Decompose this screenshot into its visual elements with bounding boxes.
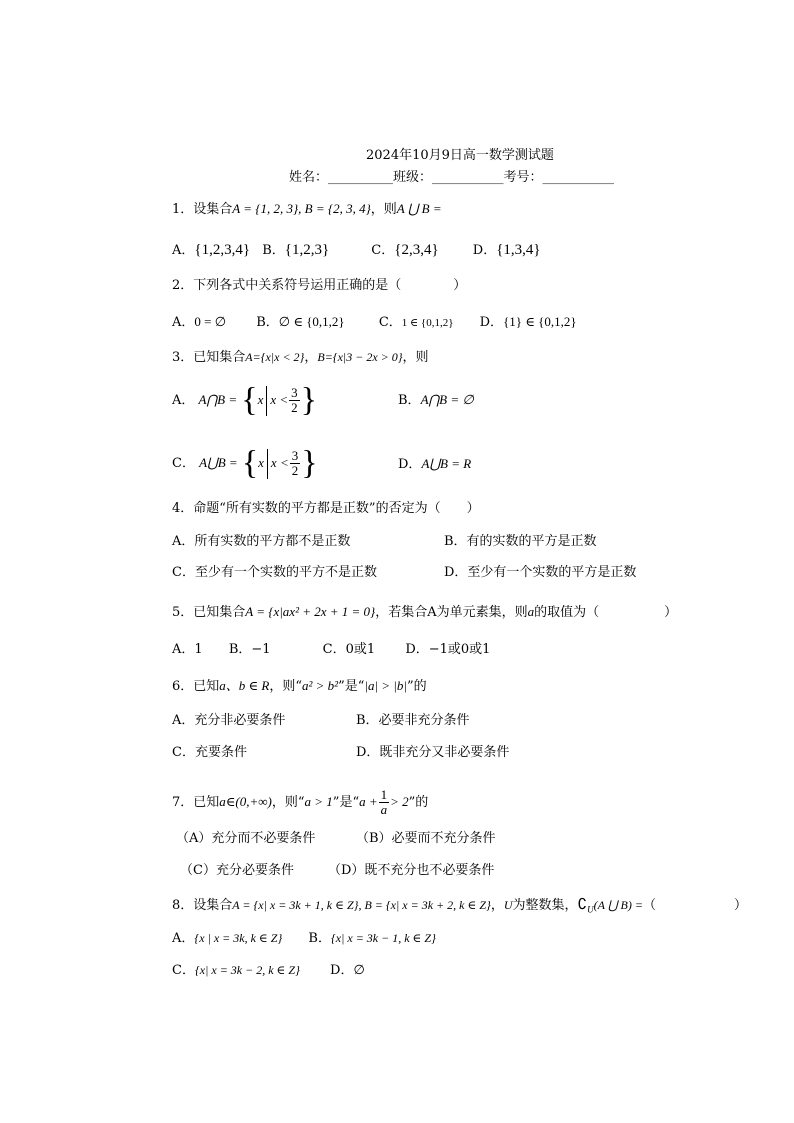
q3-option-a-label: A． bbox=[172, 393, 195, 408]
q3-option-d-value: A⋃B = R bbox=[421, 456, 472, 471]
q7-domain: a∈(0,+∞) bbox=[219, 794, 272, 809]
q8-options-cd bbox=[172, 961, 365, 980]
q8-complement-sub: U bbox=[587, 904, 594, 915]
q6-option-d: D．既非充分又非必要条件 bbox=[356, 745, 510, 760]
student-info-line: 姓名：__________班级：___________考号：___________ bbox=[289, 170, 615, 185]
q3-c-cond: x < bbox=[270, 455, 289, 470]
q8-stem-mid2: 为整数集， bbox=[512, 898, 578, 913]
q6-option-b: B．必要非充分条件 bbox=[356, 713, 470, 728]
q3-c-bar bbox=[267, 449, 268, 479]
question-5 bbox=[172, 603, 677, 622]
q6-cond2: |a| > |b| bbox=[364, 678, 407, 693]
q3-option-d-label: D． bbox=[398, 457, 422, 472]
q5-set: A = {x|ax² + 2x + 1 = 0} bbox=[245, 604, 376, 619]
q8-option-c-value: {x| x = 3k − 2, k ∈ Z} bbox=[194, 963, 300, 977]
q7-cond2-start: a + bbox=[359, 794, 378, 809]
q8-complement-arg: (A ⋃ B) = bbox=[593, 898, 643, 912]
q3-a-left-brace: { bbox=[241, 381, 258, 419]
q3-stem-start: 3．已知集合 bbox=[172, 350, 246, 365]
q7-den: a bbox=[380, 802, 388, 817]
q3-a-var: x bbox=[257, 392, 264, 407]
q3-option-c bbox=[172, 443, 318, 484]
question-8 bbox=[172, 896, 747, 918]
q6-stem-start: 6．已知 bbox=[172, 679, 220, 694]
q4-option-a: A．所有实数的平方都不是正数 bbox=[172, 534, 351, 549]
q3-option-d bbox=[398, 455, 471, 474]
q3-option-c-lhs: A⋃B = bbox=[199, 455, 238, 470]
question-3 bbox=[172, 348, 429, 367]
q5-stem-start: 5．已知集合 bbox=[172, 605, 246, 620]
q6-option-c: C．充要条件 bbox=[172, 745, 247, 760]
q1-stem-start: 1．设集合 bbox=[172, 202, 233, 217]
q8-universe: U bbox=[503, 898, 513, 912]
q1-options bbox=[172, 241, 541, 260]
q7-stem-mid2: ”是“ bbox=[332, 795, 360, 810]
q3-c-right-brace: } bbox=[301, 444, 318, 482]
q7-num: 1 bbox=[380, 787, 388, 802]
q4-option-c: C．至少有一个实数的平方不是正数 bbox=[172, 565, 377, 580]
q3-option-b-label: B． bbox=[398, 393, 421, 408]
q3-c-num: 3 bbox=[291, 448, 299, 463]
q8-option-c-label: C． bbox=[172, 963, 195, 978]
q1-sets: A = {1, 2, 3}, B = {2, 3, 4} bbox=[232, 201, 371, 216]
q5-option-d: D．−1或0或1 bbox=[405, 642, 491, 657]
q3-c-left-brace: { bbox=[241, 444, 259, 482]
q3-c-fraction bbox=[290, 449, 301, 478]
q3-a-right-brace: } bbox=[300, 381, 317, 419]
question-6 bbox=[172, 677, 427, 696]
q2-option-c-label: C． bbox=[378, 315, 402, 330]
q1-option-b-label: B． bbox=[262, 243, 285, 258]
q1-option-c-label: C． bbox=[371, 243, 395, 258]
q5-var: a bbox=[527, 604, 535, 619]
q5-option-a: A．1 bbox=[172, 642, 203, 657]
q8-complement-symbol: ∁ bbox=[577, 897, 588, 913]
q8-option-b-label: B． bbox=[308, 931, 331, 946]
q5-options bbox=[172, 641, 490, 659]
q7-option-d: （D）既不充分也不必要条件 bbox=[328, 863, 495, 878]
q7-stem-mid1: ，则“ bbox=[271, 795, 305, 810]
q1-option-b-value: {1,2,3} bbox=[284, 242, 330, 258]
q4-option-d: D．至少有一个实数的平方是正数 bbox=[444, 565, 637, 580]
q8-sets: A = {x| x = 3k + 1, k ∈ Z}, B = {x| x = 3k + 2, k ∈ Z} bbox=[232, 898, 491, 912]
q4-option-b: B．有的实数的平方是正数 bbox=[444, 534, 597, 549]
q3-option-b bbox=[398, 391, 474, 410]
q2-option-a-value: 0 = ∅ bbox=[194, 314, 227, 329]
q3-set-b: B={x|3 − 2x > 0} bbox=[317, 350, 403, 364]
q2-options bbox=[172, 313, 577, 332]
q3-a-fraction bbox=[289, 386, 300, 415]
q7-fraction bbox=[379, 788, 390, 817]
q6-stem-mid2: ”是“ bbox=[338, 679, 365, 694]
q3-sep: ， bbox=[304, 350, 318, 365]
q7-cond1: a > 1 bbox=[304, 794, 333, 809]
q8-option-d-value: ∅ bbox=[353, 962, 365, 977]
q6-stem-end: ”的 bbox=[406, 679, 427, 694]
q2-option-b-label: B． bbox=[256, 315, 279, 330]
q3-a-cond: x < bbox=[270, 392, 289, 407]
q7-stem-start: 7．已知 bbox=[172, 795, 220, 810]
question-7 bbox=[172, 784, 428, 821]
q3-stem-end: ，则 bbox=[402, 350, 429, 365]
q1-union: A ⋃ B = bbox=[396, 201, 442, 216]
q2-option-c-value: 1 ∈ {0,1,2} bbox=[401, 317, 454, 329]
q7-cond2-end: > 2 bbox=[390, 794, 409, 809]
q8-stem-start: 8．设集合 bbox=[172, 898, 233, 913]
q7-option-a: （A）充分而不必要条件 bbox=[176, 831, 316, 846]
q8-options-ab bbox=[172, 929, 436, 948]
q8-option-a-label: A． bbox=[172, 931, 195, 946]
q1-option-a-label: A． bbox=[172, 243, 195, 258]
q8-stem-end: （ ） bbox=[642, 898, 747, 913]
question-2: 2．下列各式中关系符号运用正确的是（ ） bbox=[172, 278, 467, 293]
q6-cond1: a² > b² bbox=[302, 678, 339, 693]
q3-option-a-lhs: A⋂B = bbox=[198, 392, 238, 407]
q5-stem-end: 的取值为（ ） bbox=[534, 605, 678, 620]
q3-c-den: 2 bbox=[291, 463, 299, 478]
q1-option-a-value: {1,2,3,4} bbox=[194, 242, 251, 258]
q8-option-d-label: D． bbox=[330, 963, 354, 978]
page-title: 2024年10月9日高一数学测试题 bbox=[366, 148, 554, 163]
q3-a-bar bbox=[266, 386, 267, 416]
q6-stem-mid1: ，则“ bbox=[269, 679, 303, 694]
q2-option-b-value: ∅ ∈ {0,1,2} bbox=[278, 314, 345, 329]
q8-stem-mid1: ， bbox=[490, 898, 504, 913]
q3-option-a bbox=[172, 380, 317, 421]
question-1 bbox=[172, 200, 442, 219]
q3-c-var: x bbox=[258, 455, 264, 470]
q1-option-d-value: {1,3,4} bbox=[496, 242, 541, 258]
question-4: 4．命题“所有实数的平方都是正数”的否定为（ ） bbox=[172, 501, 480, 516]
q3-option-b-value: A⋂B = ∅ bbox=[420, 392, 474, 407]
q2-option-d-label: D． bbox=[479, 315, 504, 330]
q1-option-c-value: {2,3,4} bbox=[394, 242, 439, 258]
q5-option-b: B．−1 bbox=[228, 642, 271, 657]
q2-option-a-label: A． bbox=[172, 315, 195, 330]
q1-stem-mid: ，则 bbox=[370, 202, 397, 217]
q5-stem-mid: ，若集合A为单元素集，则 bbox=[375, 605, 528, 620]
q1-option-d-label: D． bbox=[472, 243, 497, 258]
q3-a-den: 2 bbox=[291, 400, 298, 415]
q6-option-a: A．充分非必要条件 bbox=[172, 713, 286, 728]
q6-vars: a、b ∈ R bbox=[219, 678, 270, 693]
q7-stem-end: ”的 bbox=[408, 795, 429, 810]
q8-option-b-value: {x| x = 3k − 1, k ∈ Z} bbox=[330, 931, 436, 945]
q3-option-c-label: C． bbox=[172, 456, 195, 471]
q3-a-num: 3 bbox=[291, 385, 298, 400]
q3-set-a: A={x|x < 2} bbox=[245, 350, 305, 364]
q8-option-a-value: {x | x = 3k, k ∈ Z} bbox=[194, 931, 283, 945]
q7-option-c: （C）充分必要条件 bbox=[180, 863, 294, 878]
q5-option-c: C．0或1 bbox=[322, 642, 376, 657]
q2-option-d-value: {1} ∈ {0,1,2} bbox=[503, 314, 577, 329]
q7-option-b: （B）必要而不充分条件 bbox=[356, 831, 496, 846]
